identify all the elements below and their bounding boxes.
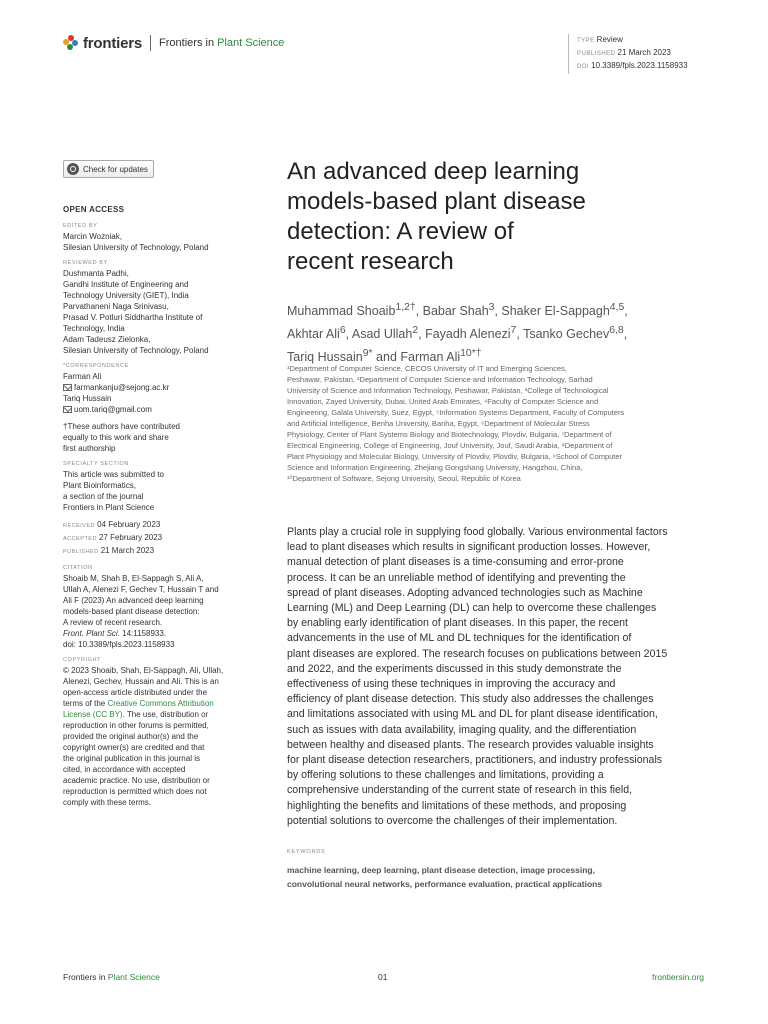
corr-email-row[interactable]	[63, 404, 243, 415]
author-sup: 1,2†	[395, 302, 416, 313]
specialty-section	[63, 460, 243, 513]
author-sup: 10*†	[460, 348, 482, 360]
abstract-line: and 2022, and the experiments discussed in this study demonstrate the	[287, 662, 622, 675]
article-doi[interactable]	[577, 60, 728, 73]
abstract-line: by offering solutions to these challenges and limitations, providing a	[287, 769, 604, 782]
cc-license-link[interactable]: License (CC BY)	[63, 710, 123, 719]
title-line: recent research	[287, 248, 454, 275]
abstract-line: effectiveness of using these techniques in improving the accuracy and	[287, 678, 616, 691]
author-sup: 3	[488, 302, 495, 313]
author-sep: ,	[624, 304, 628, 319]
copyright-line: copyright owner(s) are credited and that	[63, 743, 205, 752]
frontiers-logo[interactable]	[63, 35, 142, 52]
journal-accent: Plant Science	[217, 37, 285, 49]
copyright-line: provided the original author(s) and the	[63, 732, 199, 741]
author-name[interactable]: , Fayadh Alenezi	[418, 327, 511, 342]
author-name[interactable]: , Babar Shah	[415, 304, 489, 319]
abstract-line: potential solutions to overcome the challenges of their implementation.	[287, 814, 618, 827]
author-sup: 6,8	[609, 325, 624, 337]
copyright-line: reproduction is permitted which does not	[63, 787, 207, 796]
dates-section	[63, 519, 243, 558]
accepted-label: ACCEPTED	[63, 536, 97, 542]
check-updates-icon	[67, 163, 79, 175]
author-list	[287, 298, 707, 367]
logo-text: frontiers	[83, 34, 143, 52]
affiliation-line: Science and Information Engineering, Zhejiang Gongshang University, Hangzhou, China,	[287, 463, 583, 472]
author-name[interactable]: Tariq Hussain	[287, 350, 363, 365]
copyright-line: © 2023 Shoaib, Shah, El-Sappagh, Ali, Ullah,	[63, 666, 224, 675]
reviewer-line[interactable]: Adam Tadeusz Zielonka,	[63, 335, 151, 344]
doi-value[interactable]: 10.3389/fpls.2023.1158933	[591, 61, 688, 70]
article-meta	[568, 34, 728, 74]
copyright-line: reproduction in other forums is permitted,	[63, 721, 209, 730]
correspondence-label: *CORRESPONDENCE	[63, 363, 129, 369]
affiliations	[287, 363, 707, 484]
article-type	[577, 34, 728, 47]
published-value: 21 March 2023	[100, 546, 155, 555]
affiliation-line: University of Science and Information Technology, Peshawar, Pakistan, ³College of Technological	[287, 386, 609, 395]
footer-site[interactable]: frontiersin.org	[652, 972, 704, 982]
affiliation-line: Innovation, Zayed University, Dubai, United Arab Emirates, ⁴Faculty of Computer Science and	[287, 397, 599, 406]
abstract-line: between healthy and diseased plants. The research provides valuable insights	[287, 738, 654, 751]
corr-email[interactable]: uom.tariq@gmail.com	[74, 405, 152, 414]
title-line: An advanced deep learning	[287, 158, 580, 185]
corr-email-row[interactable]	[63, 382, 243, 393]
copyright-section	[63, 656, 243, 808]
copyright-line: cited, in accordance with accepted	[63, 765, 186, 774]
reviewer-line: Silesian University of Technology, Poland	[63, 346, 209, 355]
reviewed-by-label: REVIEWED BY	[63, 260, 108, 266]
title-line: models-based plant disease	[287, 188, 586, 215]
received-date	[63, 519, 243, 532]
correspondence-section	[63, 362, 243, 415]
author-line	[287, 298, 707, 321]
abstract-line: Learning (ML) and Deep Learning (DL) can help to overcome these challenges	[287, 602, 657, 615]
accepted-date	[63, 532, 243, 545]
affiliation-line: ¹Department of Computer Science, CECOS University of IT and Emerging Sciences,	[287, 364, 567, 373]
email-icon	[63, 406, 72, 413]
footer-journal[interactable]	[63, 972, 160, 982]
affiliation-line: and Artificial Intelligence, Benha University, Banha, Egypt, ⁶Department of Molecular Stress	[287, 419, 590, 428]
keywords	[287, 863, 704, 891]
author-line	[287, 321, 707, 344]
received-value: 04 February 2023	[97, 520, 161, 529]
copyright-license-line	[63, 709, 243, 720]
reviewer-line: Technology, India	[63, 324, 125, 333]
title-line: detection: A review of	[287, 218, 514, 245]
cc-license-link[interactable]: Creative Commons Attribution	[107, 699, 214, 708]
article-published	[577, 47, 728, 60]
accepted-value: 27 February 2023	[98, 533, 163, 542]
footer-site-link[interactable]	[652, 972, 704, 982]
abstract-line: lead to plant diseases which results in significant production losses. However,	[287, 541, 651, 554]
reviewer-line: Gandhi Institute of Engineering and	[63, 280, 189, 289]
affiliation-line: ¹⁰Department of Software, Sejong University, Seoul, Republic of Korea	[287, 474, 521, 483]
corr-email[interactable]: farmankanju@sejong.ac.kr	[74, 383, 170, 392]
abstract-line: spread of plant diseases. Adopting advanced technologies such as Machine	[287, 586, 643, 599]
citation-volume: 14:1158933.	[119, 629, 167, 638]
abstract-line: process. It can be an unreliable method of identifying and preventing the	[287, 571, 626, 584]
abstract-line: comprehensive understanding of the current state of research in this field,	[287, 784, 633, 797]
email-icon	[63, 384, 72, 391]
edited-by-section	[63, 222, 243, 253]
author-sup: 9*	[362, 348, 373, 360]
author-sup: 6	[339, 325, 346, 337]
journal-name[interactable]	[159, 37, 284, 49]
abstract-line: for plant disease detection researchers, practitioners, and industry professionals	[287, 754, 663, 767]
author-name[interactable]: and Farman Ali	[372, 350, 461, 365]
abstract-line: and limitations associated with using ML and DL for plant disease identification,	[287, 708, 658, 721]
abstract-line: advancements in the use of ML and DL techniques for the identification of	[287, 632, 632, 645]
author-sup: 2	[412, 325, 419, 337]
abstract-line: Plants play a crucial role in supplying food globally. Various environmental factors	[287, 526, 668, 538]
citation-journal: Front. Plant Sci.	[63, 629, 120, 638]
citation-label: CITATION	[63, 565, 93, 571]
reviewer-line[interactable]: Parvathaneni Naga Srinivasu,	[63, 302, 169, 311]
editor-line: Silesian University of Technology, Poland	[63, 243, 209, 252]
corr-name: Tariq Hussain	[63, 394, 112, 403]
journal-prefix: Frontiers in	[159, 37, 215, 49]
copyright-line: academic practice. No use, distribution or	[63, 776, 210, 785]
reviewer-line: Technology University (GIET), India	[63, 291, 189, 300]
note-line: first authorship	[63, 444, 116, 453]
copyright-terms-line	[63, 698, 243, 709]
article-title	[287, 157, 687, 277]
equal-contribution-note	[63, 421, 243, 454]
reviewed-by-section	[63, 259, 243, 356]
abstract	[287, 525, 704, 829]
doi-label: DOI	[577, 64, 590, 70]
footer-journal-accent: Plant Science	[107, 972, 160, 982]
check-for-updates-button[interactable]	[63, 160, 154, 178]
abstract-line: by enabling early identification of plant diseases. In this paper, the recent	[287, 617, 628, 630]
keywords-label: KEYWORDS	[287, 849, 326, 855]
specialty-label: SPECIALTY SECTION	[63, 461, 129, 467]
citation-journal-line	[63, 628, 243, 639]
specialty-line: This article was submitted to	[63, 470, 164, 479]
published-label: PUBLISHED	[63, 549, 99, 555]
copyright-label: COPYRIGHT	[63, 657, 102, 663]
note-line: †These authors have contributed	[63, 422, 180, 431]
edited-by-label: EDITED BY	[63, 223, 98, 229]
received-label: RECEIVED	[63, 523, 96, 529]
author-name[interactable]: Muhammad Shoaib	[287, 304, 396, 319]
abstract-line: manual detection of plant diseases is a time-consuming and error-prone	[287, 556, 624, 569]
citation-line: Shoaib M, Shah B, El-Sappagh S, Ali A,	[63, 574, 204, 583]
reviewer-line: Prasad V. Potluri Siddhartha Institute of	[63, 313, 203, 322]
specialty-line: Frontiers in Plant Science	[63, 503, 155, 512]
specialty-line: Plant Bioinformatics,	[63, 481, 136, 490]
published-value: 21 March 2023	[617, 48, 671, 57]
copyright-line: comply with these terms.	[63, 798, 152, 807]
author-name[interactable]: , Tsanko Gechev	[516, 327, 610, 342]
page-header	[63, 32, 284, 54]
author-name[interactable]: , Shaker El-Sappagh	[494, 304, 610, 319]
keywords-line: machine learning, deep learning, plant disease detection, image processing,	[287, 865, 595, 875]
copyright-terms-pre: terms of the	[63, 699, 108, 708]
author-sup: 4,5	[609, 302, 625, 313]
open-access-label: OPEN ACCESS	[63, 205, 125, 214]
type-value: Review	[596, 35, 623, 44]
sidebar	[63, 160, 243, 814]
check-updates-label: Check for updates	[83, 164, 148, 174]
citation-line: A review of recent research.	[63, 618, 163, 627]
copyright-link-post: . The use, distribution or	[122, 710, 209, 719]
abstract-line: plant diseases are explored. The research focuses on publications between 2015	[287, 647, 668, 660]
abstract-line: efficiency of plant disease detection. This study also addresses the challenges	[287, 693, 654, 706]
frontiers-logo-icon	[63, 35, 79, 51]
abstract-line: such as issues with data availability, imaging quality, and the differentiation	[287, 723, 637, 736]
published-label: PUBLISHED	[577, 51, 616, 57]
citation-line: models-based plant disease detection:	[63, 607, 200, 616]
affiliation-line: Plant Physiology and Molecular Biology, University of Plovdiv, Plovdiv, Bulgaria, ⁹School of Computer	[287, 452, 623, 461]
author-name[interactable]: , Asad Ullah	[345, 327, 413, 342]
keywords-line: convolutional neural networks, performance evaluation, practical applications	[287, 879, 603, 889]
note-line: equally to this work and share	[63, 433, 169, 442]
page-number: 01	[378, 972, 388, 982]
type-label: TYPE	[577, 38, 595, 44]
editor-line[interactable]: Marcin Wozniak,	[63, 232, 122, 241]
affiliation-line: Electrical Engineering, College of Engineering, Jouf University, Jouf, Saudi Arabia, ⁸Department of	[287, 441, 613, 450]
citation-section	[63, 564, 243, 650]
corr-name: Farman Ali	[63, 372, 102, 381]
affiliation-line: Physiology, Center of Plant Systems Biology and Biotechnology, Plovdiv, Bulgaria, ⁷Department of	[287, 430, 612, 439]
affiliation-line: Peshawar, Pakistan, ²Department of Computer Science and Information Technology, Sarhad	[287, 375, 593, 384]
specialty-line: a section of the journal	[63, 492, 144, 501]
reviewer-line[interactable]: Dushmanta Padhi,	[63, 269, 129, 278]
copyright-line: Alenezi, Gechev, Hussain and Ali. This is an	[63, 677, 219, 686]
affiliation-line: Engineering, Galala University, Suez, Egypt, ⁵Information Systems Department, Faculty of Computers	[287, 408, 625, 417]
author-sep: ,	[623, 327, 628, 342]
header-divider	[150, 35, 151, 51]
author-sup: 7	[510, 325, 517, 337]
footer-journal-prefix: Frontiers in	[63, 972, 106, 982]
citation-doi[interactable]: doi: 10.3389/fpls.2023.1158933	[63, 640, 175, 649]
published-date	[63, 545, 243, 558]
abstract-line: highlighting the benefits and limitations of these methods, and proposing	[287, 799, 627, 812]
copyright-line: the original publication in this journal is	[63, 754, 200, 763]
citation-line: Ali F (2023) An advanced deep learning	[63, 596, 204, 605]
author-name[interactable]: Akhtar Ali	[287, 327, 340, 342]
citation-line: Ullah A, Alenezi F, Gechev T, Hussain T and	[63, 585, 219, 594]
copyright-line: open-access article distributed under the	[63, 688, 208, 697]
